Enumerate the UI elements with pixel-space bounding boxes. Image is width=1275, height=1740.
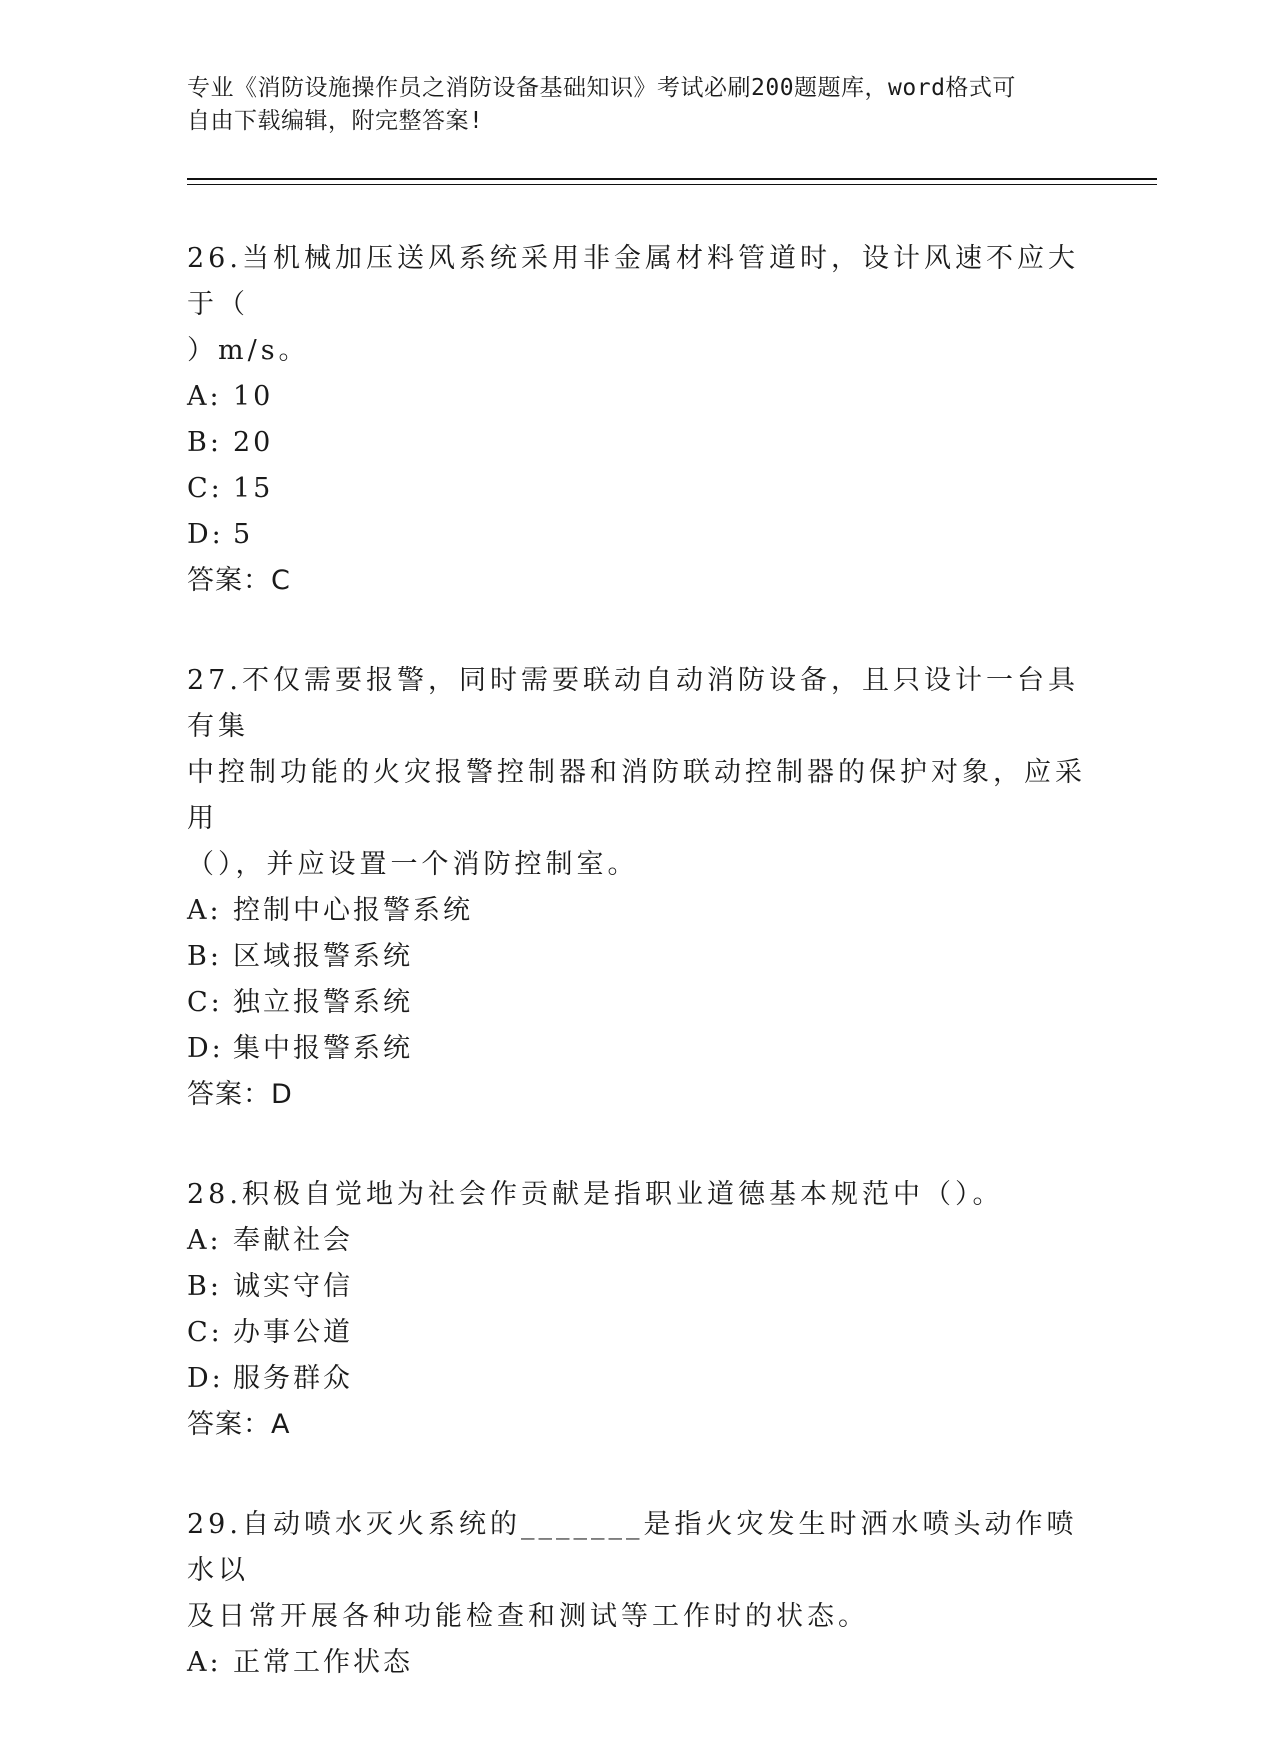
option-a — [187, 374, 1087, 420]
option-a — [187, 1640, 1087, 1686]
option-key: A: — [187, 1647, 222, 1678]
header-line-1: 专业《消防设施操作员之消防设备基础知识》考试必刷200题题库，word格式可 — [187, 75, 1016, 101]
option-b — [187, 1264, 1087, 1310]
option-text: 5 — [233, 519, 254, 550]
option-key: B: — [187, 941, 222, 972]
option-key: D: — [187, 1363, 224, 1394]
option-d — [187, 512, 1087, 558]
option-text: 独立报警系统 — [233, 987, 413, 1018]
question-27 — [187, 658, 1087, 1118]
question-26 — [187, 236, 1087, 604]
question-text-line: ）m/s。 — [187, 335, 310, 366]
question-text-line: （），并应设置一个消防控制室。 — [187, 849, 639, 880]
option-text: 办事公道 — [233, 1317, 353, 1348]
header-divider-top — [187, 178, 1157, 180]
header-divider-bottom — [187, 184, 1157, 185]
option-key: D: — [187, 519, 224, 550]
option-key: D: — [187, 1033, 224, 1064]
question-text-line: 27.不仅需要报警，同时需要联动自动消防设备，且只设计一台具有集 — [187, 665, 1079, 742]
option-a — [187, 888, 1087, 934]
option-text: 15 — [233, 473, 274, 504]
option-key: A: — [187, 381, 222, 412]
header-line-2: 自由下载编辑，附完整答案! — [187, 108, 484, 134]
option-c — [187, 1310, 1087, 1356]
answer-line: 答案：C — [187, 565, 291, 596]
option-c — [187, 466, 1087, 512]
option-key: B: — [187, 427, 222, 458]
option-text: 控制中心报警系统 — [233, 895, 473, 926]
option-text: 服务群众 — [233, 1363, 353, 1394]
option-key: C: — [187, 987, 223, 1018]
option-text: 诚实守信 — [233, 1271, 353, 1302]
option-key: A: — [187, 895, 222, 926]
option-text: 集中报警系统 — [233, 1033, 413, 1064]
option-key: C: — [187, 473, 223, 504]
question-28 — [187, 1172, 1087, 1448]
option-text: 20 — [233, 427, 274, 458]
question-text-line: 中控制功能的火灾报警控制器和消防联动控制器的保护对象，应采用 — [187, 757, 1086, 834]
question-text-line: 及日常开展各种功能检查和测试等工作时的状态。 — [187, 1601, 869, 1632]
answer-line: 答案：A — [187, 1409, 291, 1440]
option-b — [187, 934, 1087, 980]
option-key: C: — [187, 1317, 223, 1348]
question-text-line: 28.积极自觉地为社会作贡献是指职业道德基本规范中（）。 — [187, 1179, 1004, 1210]
option-text: 10 — [233, 381, 274, 412]
question-29 — [187, 1502, 1087, 1686]
option-d — [187, 1026, 1087, 1072]
option-text: 正常工作状态 — [233, 1647, 413, 1678]
option-c — [187, 980, 1087, 1026]
option-text: 奉献社会 — [233, 1225, 353, 1256]
document-header — [187, 72, 1087, 138]
option-key: A: — [187, 1225, 222, 1256]
question-text-line: 29.自动喷水灭火系统的_______是指火灾发生时洒水喷头动作喷水以 — [187, 1509, 1078, 1586]
option-key: B: — [187, 1271, 222, 1302]
option-text: 区域报警系统 — [233, 941, 413, 972]
question-list — [187, 236, 1087, 1740]
option-b — [187, 420, 1087, 466]
question-text-line: 26.当机械加压送风系统采用非金属材料管道时，设计风速不应大于（ — [187, 243, 1079, 320]
option-d — [187, 1356, 1087, 1402]
option-a — [187, 1218, 1087, 1264]
answer-line: 答案：D — [187, 1079, 293, 1110]
